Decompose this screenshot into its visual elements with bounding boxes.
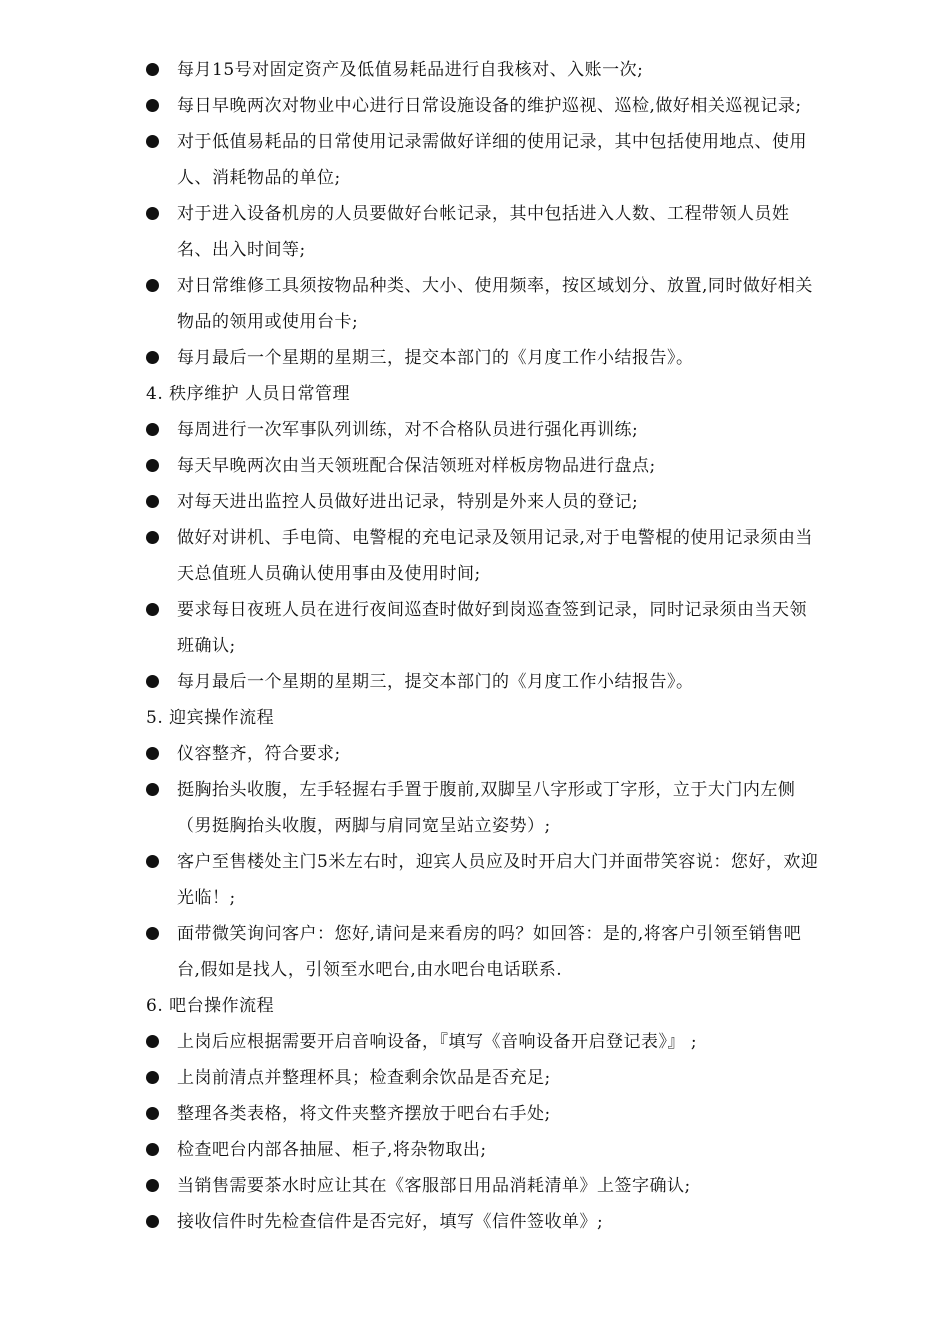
bullet-list-item [0, 772, 950, 844]
bullet-list-item [0, 196, 950, 268]
bullet-dot-icon [146, 1179, 159, 1192]
bullet-list-item [0, 448, 950, 484]
bullet-text: 对于进入设备机房的人员要做好台帐记录，其中包括进入人数、工程带领人员姓名、出入时间等; [177, 204, 790, 260]
bullet-list-item [0, 268, 950, 340]
bullet-text: 整理各类表格，将文件夹整齐摆放于吧台右手处; [177, 1104, 551, 1124]
bullet-text: 对每天进出监控人员做好进出记录，特别是外来人员的登记; [177, 492, 639, 512]
bullet-list-item [0, 736, 950, 772]
bullet-dot-icon [146, 603, 159, 616]
bullet-text: 每天早晚两次由当天领班配合保洁领班对样板房物品进行盘点; [177, 456, 656, 476]
section-heading: 6. 吧台操作流程 [146, 996, 275, 1016]
bullet-list-item [0, 1204, 950, 1240]
bullet-dot-icon [146, 423, 159, 436]
bullet-dot-icon [146, 495, 159, 508]
bullet-text: 上岗前清点并整理杯具；检查剩余饮品是否充足; [177, 1068, 551, 1088]
bullet-text: 上岗后应根据需要开启音响设备，『填写《音响设备开启登记表》』 ; [177, 1032, 698, 1052]
bullet-list-item [0, 844, 950, 916]
bullet-list-item [0, 1168, 950, 1204]
bullet-dot-icon [146, 279, 159, 292]
bullet-list-item [0, 1024, 950, 1060]
bullet-list-item [0, 88, 950, 124]
bullet-list-item [0, 52, 950, 88]
bullet-text: 要求每日夜班人员在进行夜间巡查时做好到岗巡查签到记录，同时记录须由当天领班确认; [177, 600, 807, 656]
bullet-list-item [0, 340, 950, 376]
bullet-dot-icon [146, 99, 159, 112]
bullet-list-item [0, 592, 950, 664]
bullet-dot-icon [146, 207, 159, 220]
bullet-list-item [0, 124, 950, 196]
bullet-dot-icon [146, 63, 159, 76]
bullet-text: 仪容整齐，符合要求; [177, 744, 341, 764]
bullet-dot-icon [146, 1107, 159, 1120]
bullet-list-item [0, 520, 950, 592]
bullet-text: 每月最后一个星期的星期三，提交本部门的《月度工作小结报告》。 [177, 672, 694, 692]
bullet-text: 面带微笑询问客户：您好,请问是来看房的吗？如回答：是的,将客户引领至销售吧台,假如是找人，引领至水吧台,由水吧台电话联系. [177, 924, 802, 980]
bullet-dot-icon [146, 747, 159, 760]
bullet-list-item [0, 1132, 950, 1168]
document-page [0, 52, 950, 1240]
bullet-dot-icon [146, 675, 159, 688]
section-heading: 4. 秩序维护 人员日常管理 [146, 384, 351, 404]
bullet-list-item [0, 916, 950, 988]
bullet-list-item [0, 664, 950, 700]
bullet-dot-icon [146, 1035, 159, 1048]
bullet-dot-icon [146, 927, 159, 940]
bullet-dot-icon [146, 531, 159, 544]
bullet-list-item [0, 484, 950, 520]
section-heading: 5. 迎宾操作流程 [146, 708, 275, 728]
bullet-text: 做好对讲机、手电筒、电警棍的充电记录及领用记录,对于电警棍的使用记录须由当天总值班人员确认使用事由及使用时间; [177, 528, 813, 584]
bullet-text: 检查吧台内部各抽屉、柜子,将杂物取出; [177, 1140, 487, 1160]
bullet-dot-icon [146, 1143, 159, 1156]
bullet-text: 每周进行一次军事队列训练，对不合格队员进行强化再训练; [177, 420, 639, 440]
bullet-dot-icon [146, 1071, 159, 1084]
bullet-list-item [0, 412, 950, 448]
bullet-text: 接收信件时先检查信件是否完好，填写《信件签收单》; [177, 1212, 604, 1232]
bullet-dot-icon [146, 855, 159, 868]
bullet-text: 对日常维修工具须按物品种类、大小、使用频率，按区域划分、放置,同时做好相关物品的领用或使用台卡; [177, 276, 813, 332]
bullet-text: 对于低值易耗品的日常使用记录需做好详细的使用记录，其中包括使用地点、使用人、消耗物品的单位; [177, 132, 807, 188]
document-body [0, 52, 950, 1240]
bullet-dot-icon [146, 459, 159, 472]
bullet-text: 每月最后一个星期的星期三，提交本部门的《月度工作小结报告》。 [177, 348, 694, 368]
bullet-text: 客户至售楼处主门5米左右时，迎宾人员应及时开启大门并面带笑容说：您好，欢迎光临！; [177, 852, 819, 908]
bullet-dot-icon [146, 135, 159, 148]
bullet-dot-icon [146, 1215, 159, 1228]
bullet-text: 每月15号对固定资产及低值易耗品进行自我核对、入账一次; [177, 60, 644, 80]
bullet-dot-icon [146, 783, 159, 796]
bullet-text: 当销售需要茶水时应让其在《客服部日用品消耗清单》上签字确认; [177, 1176, 691, 1196]
bullet-text: 每日早晚两次对物业中心进行日常设施设备的维护巡视、巡检,做好相关巡视记录; [177, 96, 802, 116]
bullet-dot-icon [146, 351, 159, 364]
bullet-text: 挺胸抬头收腹，左手轻握右手置于腹前,双脚呈八字形或丁字形，立于大门内左侧（男挺胸抬头收腹，两脚与肩同宽呈站立姿势）; [177, 780, 796, 836]
bullet-list-item [0, 1096, 950, 1132]
bullet-list-item [0, 1060, 950, 1096]
